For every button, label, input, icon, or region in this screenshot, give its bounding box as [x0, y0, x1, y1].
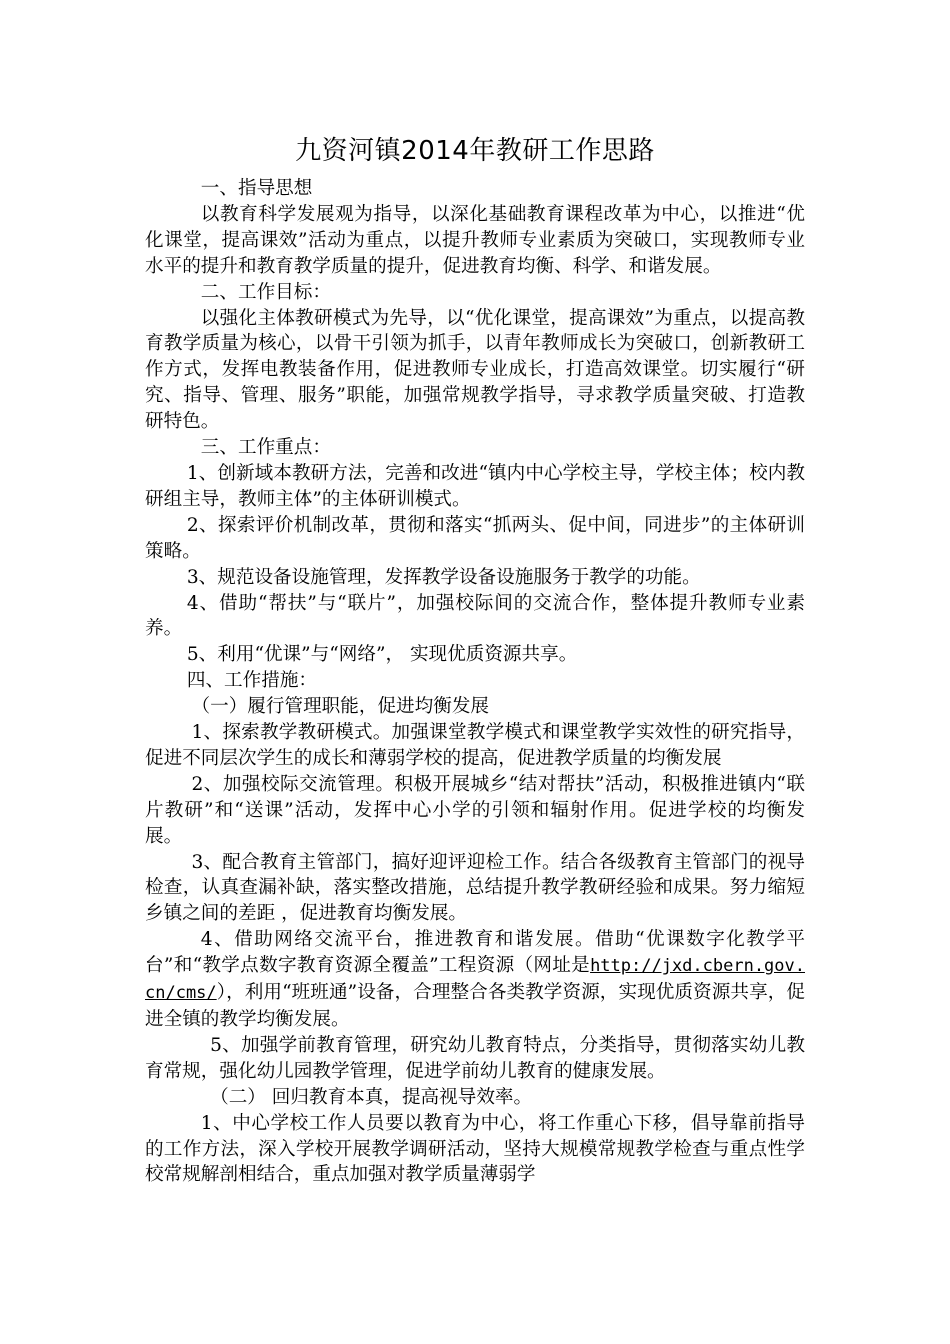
paragraph-guiding-thought: 以教育科学发展观为指导，以深化基础教育课程改革为中心，以推进“优化课堂，提高课效”活动为重点，以提升教师专业素质为突破口，实现教师专业水平的提升和教育教学质量的提升，促进教育均衡、科学、和谐发展。 — [145, 203, 805, 277]
resource-url-link[interactable]: http://jxd.cbern.gov.cn/cms/ — [145, 956, 805, 1004]
measure-item-4-text-start: 4、借助网络交流平台，推进教育和谐发展。借助“优课数字化教学平台”和“教学点数字教育资源全覆盖”工程资源（网址是 — [145, 929, 805, 977]
document-body — [145, 176, 805, 1188]
paragraph-work-goals: 以强化主体教研模式为先导，以“优化课堂，提高课效”为重点，以提高教育教学质量为核心，以骨干引领为抓手，以青年教师成长为突破口，创新教研工作方式，发挥电教装备作用，促进教师专业成长，打造高效课堂。切实履行“研究、指导、管理、服务”职能，加强常规教学指导，寻求教学质量突破、打造教研特色。 — [145, 307, 805, 433]
measure-item-4 — [145, 927, 805, 1033]
document-title: 九资河镇2014年教研工作思路 — [295, 136, 655, 166]
measure-item-4-text-end: ），利用“班班通”设备，合理整合各类教学资源，实现优质资源共享，促进全镇的教学均衡发展。 — [145, 982, 805, 1030]
subsection-heading-1: （一）履行管理职能，促进均衡发展 — [191, 696, 490, 718]
focus-item-1: 1、创新域本教研方法，完善和改进“镇内中心学校主导，学校主体；校内教研组主导，教师主体”的主体研训模式。 — [145, 462, 805, 510]
measure-item-2: 2、加强校际交流管理。积极开展城乡“结对帮扶”活动，积极推进镇内“联片教研”和“送课”活动，发挥中心小学的引领和辐射作用。促进学校的均衡发展。 — [145, 773, 805, 847]
section-heading-work-measures: 四、工作措施： — [186, 670, 318, 692]
focus-item-3: 3、规范设备设施管理，发挥教学设备设施服务于教学的功能。 — [186, 566, 701, 588]
focus-item-4: 4、借助“帮扶”与“联片”，加强校际间的交流合作，整体提升教师专业素养。 — [145, 592, 805, 640]
focus-item-2: 2、探索评价机制改革，贯彻和落实“抓两头、促中间，同进步”的主体研训策略。 — [145, 514, 805, 562]
section-heading-work-goals: 二、工作目标： — [200, 281, 331, 303]
measure-item-3: 3、配合教育主管部门，搞好迎评迎检工作。结合各级教育主管部门的视导检查，认真查漏补缺，落实整改措施，总结提升教学教研经验和成果。努力缩短乡镇之间的差距 ，促进教育均衡发展。 — [145, 851, 805, 925]
measure-item-5: 5、加强学前教育管理，研究幼儿教育特点，分类指导，贯彻落实幼儿教育常规，强化幼儿园教学管理，促进学前幼儿教育的健康发展。 — [145, 1034, 805, 1082]
section-heading-guiding-thought: 一、指导思想 — [200, 178, 313, 199]
measure-item-2-1: 1、中心学校工作人员要以教育为中心，将工作重心下移，倡导靠前指导的工作方法，深入学校开展教学调研活动，坚持大规模常规教学检查与重点性学校常规解剖相结合，重点加强对教学质量薄弱学 — [145, 1112, 805, 1186]
section-heading-work-focus: 三、工作重点： — [200, 437, 331, 459]
subsection-heading-2: （二） 回归教育本真，提高视导效率。 — [210, 1086, 533, 1108]
measure-item-1: 1、探索教学教研模式。加强课堂教学模式和课堂教学实效性的研究指导，促进不同层次学生的成长和薄弱学校的提高，促进教学质量的均衡发展 — [145, 722, 805, 769]
focus-item-5: 5、利用“优课”与“网络”， 实现优质资源共享。 — [186, 644, 578, 666]
